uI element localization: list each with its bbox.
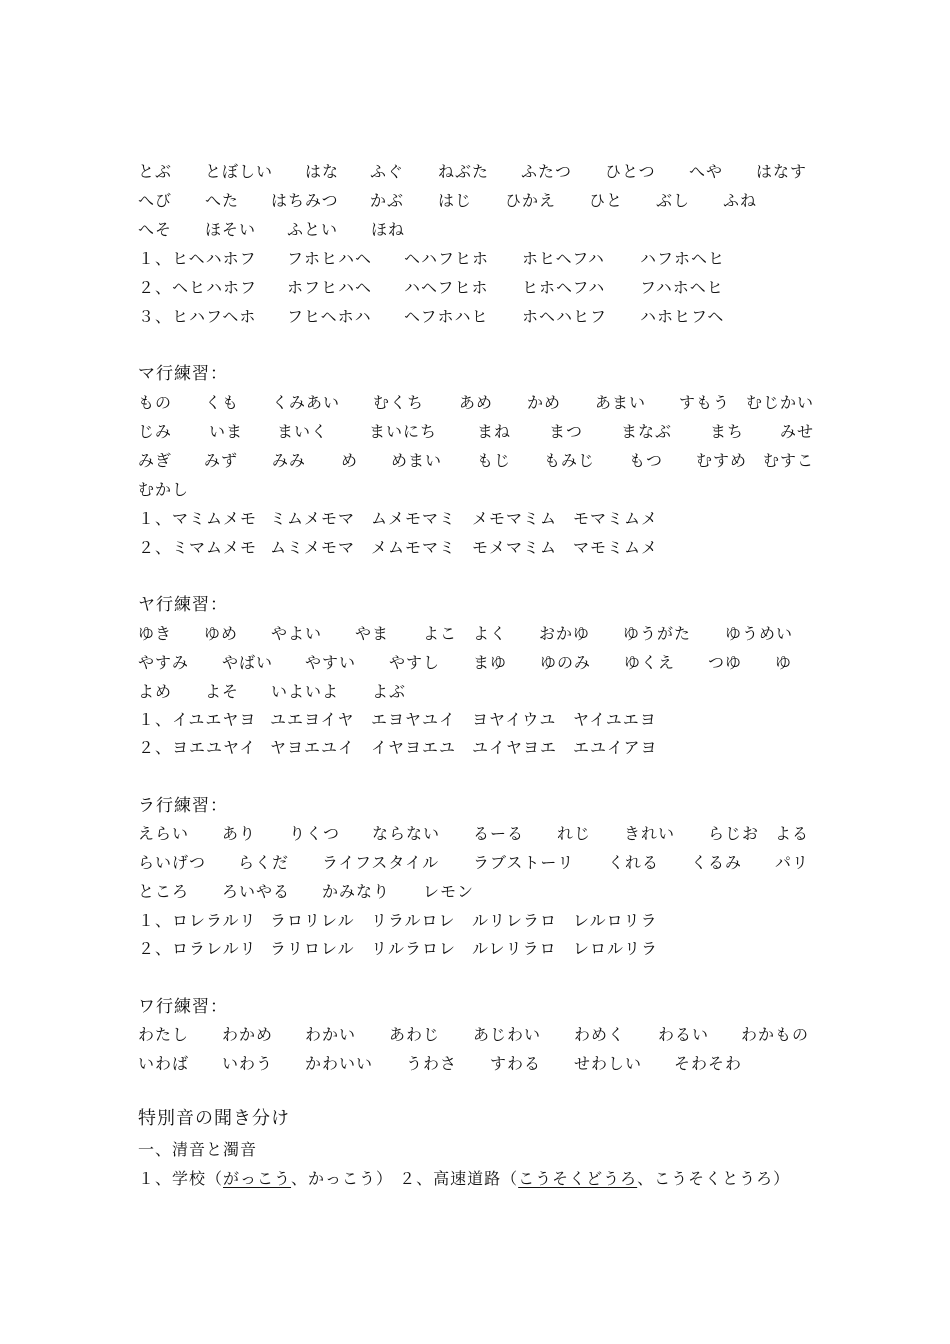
ya-section-heading: ヤ行練習：	[138, 595, 228, 615]
word: ふぐ	[370, 162, 405, 181]
special-subtitle: 一、清音と濁音	[138, 1140, 258, 1159]
drill-item: マモミムメ	[573, 538, 659, 557]
word: ろいやる	[222, 882, 291, 901]
word: はちみつ	[271, 191, 339, 210]
drill-item: ルリレラロ	[472, 911, 558, 930]
word: らじお	[708, 824, 760, 843]
drill-item: ハヘフヒホ	[404, 278, 489, 297]
word: わるい	[658, 1025, 710, 1044]
word: はなす	[756, 162, 808, 181]
word: みせ	[780, 422, 815, 441]
word: むくち	[373, 393, 425, 412]
word: ゆうがた	[623, 624, 692, 643]
word: はじ	[438, 191, 473, 210]
word: うわさ	[406, 1054, 458, 1073]
word: かめ	[527, 393, 562, 412]
word: すわる	[490, 1054, 542, 1073]
word: ひと	[589, 191, 624, 210]
ra-section-heading: ラ行練習：	[138, 796, 228, 816]
word: かみなり	[322, 882, 391, 901]
word: へや	[689, 162, 724, 181]
word: いわう	[222, 1054, 274, 1073]
drill-item: ２、ミマムメモ	[138, 538, 258, 557]
drill-item: フハホヘヒ	[640, 278, 724, 297]
word: ライフスタイル	[322, 853, 440, 872]
word: よそ	[205, 682, 240, 701]
word: あめ	[459, 393, 494, 412]
word: ラブストーリ	[473, 853, 575, 872]
word: そわそわ	[674, 1054, 743, 1073]
drill-item: ムメモマミ	[371, 509, 457, 528]
word: ふたつ	[521, 162, 573, 181]
word: まいにち	[369, 422, 438, 441]
word: くみあい	[272, 393, 341, 412]
drill-item: ３、ヒハフヘホ	[138, 307, 257, 326]
word: むすこ	[763, 451, 815, 470]
drill-item: レルロリラ	[573, 911, 658, 930]
word: まち	[710, 422, 745, 441]
word: やすい	[305, 653, 357, 672]
word: ゆくえ	[624, 653, 676, 672]
word: みみ	[272, 451, 307, 470]
word: わかい	[305, 1025, 357, 1044]
word: かわいい	[305, 1054, 374, 1073]
word: いま	[209, 422, 244, 441]
word: もつ	[629, 451, 664, 470]
word: ほそい	[205, 220, 257, 239]
word: とぶ	[138, 162, 173, 181]
drill-item: ラロリレル	[270, 911, 355, 930]
word: よこ	[423, 624, 458, 643]
word: やすし	[389, 653, 441, 672]
word: やま	[355, 624, 390, 643]
drill-item: エヨヤユイ	[371, 710, 457, 729]
word: みぎ	[138, 451, 173, 470]
word: まなぶ	[621, 422, 673, 441]
drill-item: メモマミム	[472, 509, 558, 528]
drill-item: イヤヨエユ	[371, 738, 457, 757]
special-question-line	[138, 1165, 790, 1193]
word: わたし	[138, 1025, 190, 1044]
word: へそ	[138, 220, 173, 239]
word: むかし	[138, 480, 190, 499]
drill-item: ホヘハヒフ	[522, 307, 608, 326]
word: ねぶた	[438, 162, 490, 181]
drill-item: ユエヨイヤ	[270, 710, 355, 729]
word: あまい	[595, 393, 647, 412]
drill-item: ムミメモマ	[270, 538, 356, 557]
word: らいげつ	[138, 853, 207, 872]
word: すもう	[679, 393, 731, 412]
ma-section-heading: マ行練習：	[138, 364, 228, 384]
q2-rest: 、こうそくとうろ）	[637, 1169, 791, 1188]
word: あじわい	[473, 1025, 542, 1044]
drill-item: ヘハフヒホ	[404, 249, 490, 268]
drill-item: ラリロレル	[270, 939, 355, 958]
word: みず	[204, 451, 239, 470]
special-sounds-title: 特別音の聞き分け	[138, 1108, 290, 1129]
word: つゆ	[708, 653, 743, 672]
drill-item: リラルロレ	[371, 911, 456, 930]
word: ならない	[372, 824, 441, 843]
drill-item: １、ロレラルリ	[138, 911, 257, 930]
word: れじ	[557, 824, 592, 843]
drill-item: ２、ヨエユヤイ	[138, 738, 257, 757]
word: やばい	[222, 653, 274, 672]
drill-item: モメマミム	[472, 538, 558, 557]
drill-item: リルラロレ	[371, 939, 457, 958]
word: あり	[222, 824, 257, 843]
word: レモン	[423, 882, 475, 901]
word: きれい	[624, 824, 676, 843]
word: よる	[775, 824, 810, 843]
word: むじかい	[746, 393, 815, 412]
drill-item: フホヒハヘ	[287, 249, 373, 268]
word: わかめ	[222, 1025, 274, 1044]
word: ふね	[723, 191, 758, 210]
word: ふとい	[287, 220, 339, 239]
drill-item: モマミムメ	[573, 509, 659, 528]
drill-item: メムモマミ	[371, 538, 457, 557]
word: め	[341, 451, 359, 470]
word: おかゆ	[539, 624, 591, 643]
word: りくつ	[289, 824, 341, 843]
drill-item: フヒヘホハ	[287, 307, 372, 326]
q1-prefix: １、学校（	[138, 1169, 224, 1188]
word: めまい	[391, 451, 443, 470]
drill-item: ハフホヘヒ	[640, 249, 726, 268]
word: むすめ	[696, 451, 748, 470]
word: へび	[138, 191, 173, 210]
word: ゆき	[138, 624, 173, 643]
drill-item: ヤイユエヨ	[573, 710, 657, 729]
drill-item: １、マミムメモ	[138, 509, 258, 528]
word: せわしい	[574, 1054, 643, 1073]
drill-item: ヤヨエユイ	[270, 738, 356, 757]
word: へた	[205, 191, 240, 210]
word: くるみ	[691, 853, 743, 872]
q1-rest: 、かっこう）	[291, 1169, 394, 1188]
q1-answer: がっこう	[223, 1169, 292, 1188]
word: やすみ	[138, 653, 190, 672]
word: よく	[473, 624, 508, 643]
drill-item: ２、ヘヒハホフ	[138, 278, 258, 297]
drill-item: ルレリラロ	[472, 939, 557, 958]
word: えらい	[138, 824, 190, 843]
word: もの	[138, 393, 173, 412]
word: ところ	[138, 882, 190, 901]
drill-item: エユイアヨ	[573, 738, 658, 757]
word: ゆ	[775, 653, 793, 672]
drill-item: レロルリラ	[573, 939, 659, 958]
word: ほね	[371, 220, 406, 239]
word: まゆ	[473, 653, 508, 672]
word: はな	[305, 162, 340, 181]
word: わかもの	[741, 1025, 810, 1044]
word: もみじ	[544, 451, 596, 470]
drill-item: ヘフホハヒ	[404, 307, 489, 326]
word: やよい	[271, 624, 323, 643]
drill-item: ハホヒフヘ	[640, 307, 725, 326]
word: るーる	[473, 824, 525, 843]
word: じみ	[138, 422, 173, 441]
word: いわば	[138, 1054, 190, 1073]
q2-answer: こうそくどうろ	[518, 1169, 638, 1188]
drill-item: ホフヒハヘ	[287, 278, 373, 297]
word: らくだ	[238, 853, 290, 872]
word: ぶし	[656, 191, 691, 210]
word: わめく	[574, 1025, 626, 1044]
drill-item: ユイヤヨエ	[472, 738, 558, 757]
word: まいく	[277, 422, 329, 441]
word: くも	[205, 393, 240, 412]
word: とぼしい	[205, 162, 274, 181]
word: まね	[477, 422, 512, 441]
drill-item: ２、ロラレルリ	[138, 939, 257, 958]
drill-item: ヨヤイウユ	[472, 710, 557, 729]
word: ゆめ	[204, 624, 239, 643]
drill-item: ホヒヘフハ	[522, 249, 605, 268]
q2-prefix: ２、高速道路（	[399, 1169, 519, 1188]
word: ひかえ	[505, 191, 557, 210]
word: よめ	[138, 682, 173, 701]
word: よぶ	[372, 682, 407, 701]
wa-section-heading: ワ行練習：	[138, 997, 228, 1017]
word: もじ	[477, 451, 512, 470]
word: かぶ	[370, 191, 405, 210]
word: ゆうめい	[725, 624, 794, 643]
word: パリ	[775, 853, 810, 872]
word: くれる	[608, 853, 660, 872]
word: いよいよ	[271, 682, 340, 701]
word: ゆのみ	[540, 653, 592, 672]
drill-item: ヒホヘフハ	[522, 278, 606, 297]
drill-item: １、イユエヤヨ	[138, 710, 257, 729]
word: まつ	[549, 422, 584, 441]
drill-item: ミムメモマ	[270, 509, 356, 528]
word: あわじ	[389, 1025, 441, 1044]
drill-item: １、ヒヘハホフ	[138, 249, 257, 268]
word: ひとつ	[605, 162, 656, 181]
